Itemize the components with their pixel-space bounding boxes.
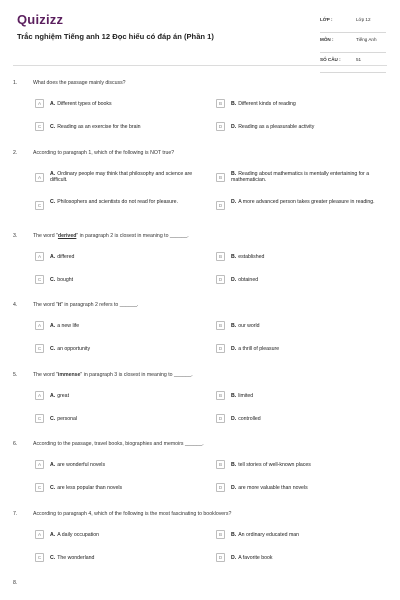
option-b-label (231, 101, 386, 108)
option-text: limited (238, 392, 254, 399)
option-d-checkbox[interactable]: D (216, 344, 225, 353)
option-letter: A. (50, 100, 56, 107)
option-text: are wonderful novels (57, 461, 106, 468)
option-a-checkbox[interactable]: A (35, 99, 44, 108)
meta-label-count: SỐ CÂU : (320, 57, 341, 62)
option-b-label (231, 171, 386, 184)
option-d-label (231, 485, 386, 492)
option-a-label (50, 393, 205, 400)
option-b-checkbox[interactable]: B (216, 99, 225, 108)
option-b-checkbox[interactable]: B (216, 173, 225, 182)
option-text: bought (57, 276, 74, 283)
option-text: personal (57, 415, 78, 422)
option-text: Philosophers and scientists do not read for pleasure. (57, 198, 179, 205)
option-text: The wonderland (57, 554, 95, 561)
option-a-label (50, 462, 205, 469)
option-c-label (50, 277, 205, 284)
option-a-checkbox[interactable]: A (35, 391, 44, 400)
meta-row-subject (320, 33, 386, 53)
question-text (33, 233, 383, 239)
option-c-checkbox[interactable]: C (35, 344, 44, 353)
question-number: 8. (13, 580, 18, 586)
option-a-label (50, 101, 205, 108)
option-text: an opportunity (57, 345, 91, 352)
question-number: 2. (13, 150, 18, 156)
option-letter: D. (231, 345, 237, 352)
option-b-checkbox[interactable]: B (216, 460, 225, 469)
option-letter: D. (231, 415, 237, 422)
option-text: A daily occupation (57, 531, 100, 538)
option-letter: C. (50, 123, 56, 130)
option-letter: B. (231, 100, 237, 107)
option-c-label (50, 416, 205, 423)
option-letter: A. (50, 392, 56, 399)
option-text: our world (238, 322, 260, 329)
question-number: 5. (13, 372, 18, 378)
option-letter: D. (231, 276, 237, 283)
option-a-label (50, 171, 205, 184)
option-text: a new life (57, 322, 80, 329)
question-keyword: immense (57, 372, 81, 378)
option-a-checkbox[interactable]: A (35, 173, 44, 182)
option-b-checkbox[interactable]: B (216, 321, 225, 330)
question-number: 3. (13, 233, 18, 239)
option-d-label (231, 199, 386, 206)
option-text: Different kinds of reading (238, 100, 296, 107)
option-text: a thrill of pleasure (238, 345, 280, 352)
option-a-label (50, 532, 205, 539)
option-a-checkbox[interactable]: A (35, 460, 44, 469)
option-letter: B. (231, 170, 237, 177)
option-letter: D. (231, 123, 237, 130)
question-number: 7. (13, 511, 18, 517)
question-text-after: " in paragraph 2 is closest in meaning to ______. (76, 233, 189, 239)
option-text: are more valuable than novels (238, 484, 308, 491)
meta-value-grade: Lớp 12 (356, 17, 371, 22)
option-d-checkbox[interactable]: D (216, 122, 225, 131)
question-text-before: The word " (33, 302, 58, 308)
option-c-checkbox[interactable]: C (35, 275, 44, 284)
meta-label-grade: LỚP : (320, 17, 333, 22)
meta-row-count (320, 53, 386, 73)
option-letter: C. (50, 276, 56, 283)
option-letter: C. (50, 554, 56, 561)
meta-value-count: 51 (356, 57, 362, 62)
option-text: Reading about mathematics is mentally entertaining for a mathematician. (231, 170, 370, 184)
option-b-label (231, 254, 386, 261)
question-text: According to the passage, travel books, biographies and memoirs ______. (33, 441, 204, 447)
option-b-checkbox[interactable]: B (216, 391, 225, 400)
option-letter: A. (50, 170, 56, 177)
option-text: Different types of books (57, 100, 112, 107)
question-text-after: " in paragraph 3 is closest in meaning to ______. (80, 372, 193, 378)
meta-row-grade (320, 13, 386, 33)
question-text: According to paragraph 4, which of the following is the most fascinating to booklovers? (33, 511, 232, 517)
option-letter: C. (50, 345, 56, 352)
option-letter: B. (231, 322, 237, 329)
option-b-checkbox[interactable]: B (216, 530, 225, 539)
option-b-label (231, 532, 386, 539)
option-c-label (50, 485, 205, 492)
option-letter: C. (50, 484, 56, 491)
option-b-label (231, 393, 386, 400)
option-c-checkbox[interactable]: C (35, 553, 44, 562)
question-text (33, 302, 383, 308)
option-d-label (231, 124, 386, 131)
question-text-before: The word " (33, 372, 58, 378)
meta-info-panel (320, 13, 386, 73)
question-text: According to paragraph 1, which of the following is NOT true? (33, 150, 175, 156)
option-text: obtained (238, 276, 259, 283)
quizizz-logo[interactable]: Quizizz (17, 12, 64, 27)
option-text: controlled (238, 415, 261, 422)
option-text: differed (57, 253, 75, 260)
option-letter: A. (50, 461, 56, 468)
option-letter: B. (231, 392, 237, 399)
option-text: Ordinary people may think that philosophy and science are difficult. (50, 170, 193, 184)
question-text (33, 372, 383, 378)
question-keyword: derived (57, 233, 77, 239)
page-title: Trắc nghiệm Tiếng anh 12 Đọc hiểu có đáp án (Phần 1) (17, 32, 214, 41)
option-letter: C. (50, 415, 56, 422)
option-text: A favorite book (238, 554, 273, 561)
option-text: tell stories of well-known places (238, 461, 311, 468)
option-letter: B. (231, 461, 237, 468)
option-text: Reading as an exercise for the brain (57, 123, 141, 130)
option-b-checkbox[interactable]: B (216, 252, 225, 261)
option-d-checkbox[interactable]: D (216, 483, 225, 492)
option-a-label (50, 254, 205, 261)
option-c-checkbox[interactable]: C (35, 201, 44, 210)
option-letter: A. (50, 322, 56, 329)
option-letter: D. (231, 484, 237, 491)
option-d-label (231, 555, 386, 562)
option-c-checkbox[interactable]: C (35, 122, 44, 131)
option-d-label (231, 416, 386, 423)
option-text: A more advanced person takes greater pleasure in reading. (238, 198, 375, 205)
option-letter: B. (231, 253, 237, 260)
option-d-label (231, 277, 386, 284)
question-number: 1. (13, 80, 18, 86)
option-letter: A. (50, 531, 56, 538)
option-text: great (57, 392, 70, 399)
question-text-before: The word " (33, 233, 58, 239)
option-d-checkbox[interactable]: D (216, 553, 225, 562)
option-letter: D. (231, 198, 237, 205)
option-c-label (50, 346, 205, 353)
question-number: 6. (13, 441, 18, 447)
option-c-label (50, 199, 205, 206)
option-a-label (50, 323, 205, 330)
option-text: established (238, 253, 265, 260)
option-letter: C. (50, 198, 56, 205)
option-d-checkbox[interactable]: D (216, 414, 225, 423)
option-a-checkbox[interactable]: A (35, 530, 44, 539)
option-c-checkbox[interactable]: C (35, 483, 44, 492)
option-c-label (50, 555, 205, 562)
option-d-checkbox[interactable]: D (216, 275, 225, 284)
option-text: Reading as a pleasurable activity (238, 123, 315, 130)
option-c-checkbox[interactable]: C (35, 414, 44, 423)
option-letter: B. (231, 531, 237, 538)
meta-label-subject: MÔN : (320, 37, 334, 42)
option-a-checkbox[interactable]: A (35, 321, 44, 330)
option-letter: A. (50, 253, 56, 260)
option-letter: D. (231, 554, 237, 561)
option-b-label (231, 462, 386, 469)
question-keyword: it (57, 302, 62, 308)
option-a-checkbox[interactable]: A (35, 252, 44, 261)
meta-value-subject: Tiếng Anh (356, 37, 377, 42)
option-text: are less popular than novels (57, 484, 123, 491)
question-text: What does the passage mainly discuss? (33, 80, 126, 86)
question-number: 4. (13, 302, 18, 308)
question-text-after: " in paragraph 2 refers to ______. (61, 302, 139, 308)
option-text: An ordinary educated man (238, 531, 300, 538)
option-b-label (231, 323, 386, 330)
header-divider (13, 65, 387, 66)
option-d-label (231, 346, 386, 353)
option-d-checkbox[interactable]: D (216, 201, 225, 210)
option-c-label (50, 124, 205, 131)
